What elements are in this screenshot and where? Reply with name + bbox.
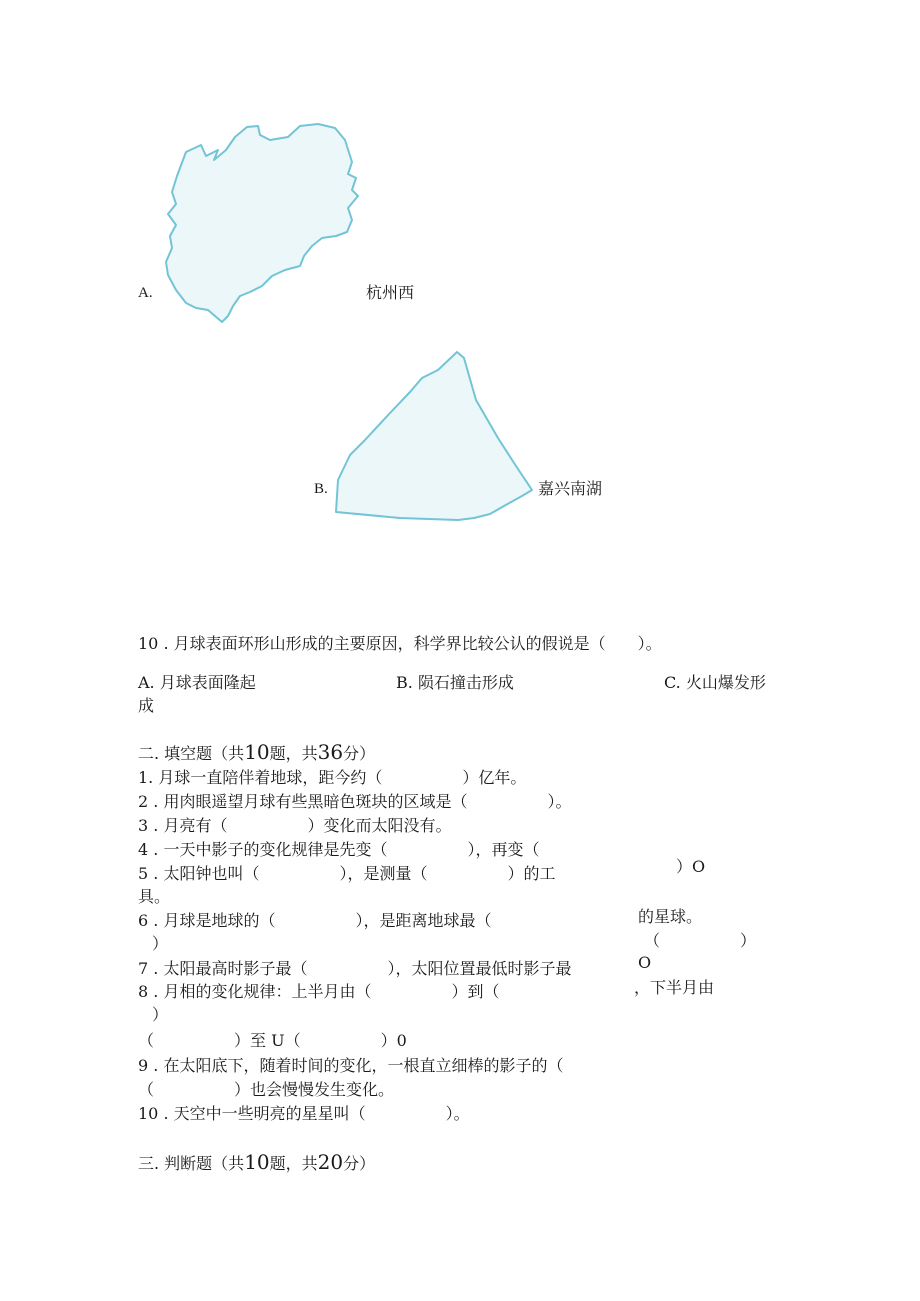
figure-b-letter: B. — [314, 481, 328, 497]
fill-q10: 10 . 天空中一些明亮的星星叫（ ）。 — [138, 1104, 470, 1123]
q10-option-a: A. 月球表面隆起 — [138, 673, 256, 692]
q10-option-a-wrap: 成 — [138, 696, 155, 715]
section3-heading: 三. 判断题（共10题，共20分） — [138, 1150, 376, 1174]
q10-option-c: C. 火山爆发形 — [664, 673, 766, 692]
fill-q9-wrap: （ ）也会慢慢发生变化。 — [138, 1080, 395, 1099]
figure-a-caption: 杭州西 — [366, 283, 415, 302]
fill-q5: 5 . 太阳钟也叫（ ），是测量（ ）的工 — [138, 864, 556, 883]
fill-q8-wrap2: （ ）至 U（ ）0 — [138, 1031, 407, 1050]
fill-q3: 3 . 月亮有（ ）变化而太阳没有。 — [138, 816, 452, 835]
fill-q6-wrap: ） — [152, 934, 169, 953]
fill-q4: 4 . 一天中影子的变化规律是先变（ ），再变（ — [138, 840, 540, 859]
fill-q4-end: ）O — [676, 857, 706, 876]
fill-q5-wrap: 具。 — [138, 887, 171, 906]
fill-q7-end: O — [638, 953, 652, 972]
fill-q7: 7 . 太阳最高时影子最（ ），太阳位置最低时影子最 — [138, 959, 572, 978]
q10-stem: 10 . 月球表面环形山形成的主要原因，科学界比较公认的假说是（ ）。 — [138, 634, 662, 653]
fill-q8: 8 . 月相的变化规律：上半月由（ ）到（ — [138, 982, 500, 1001]
fill-q2: 2 . 用肉眼遥望月球有些黑暗色斑块的区域是（ ）。 — [138, 792, 572, 811]
fill-q6: 6 . 月球是地球的（ ），是距离地球最（ — [138, 911, 492, 930]
fill-q9: 9 . 在太阳底下，随着时间的变化，一根直立细棒的影子的（ — [138, 1056, 564, 1075]
figure-b-caption: 嘉兴南湖 — [538, 479, 603, 498]
fill-q1: 1. 月球一直陪伴着地球，距今约（ ）亿年。 — [138, 768, 527, 787]
section2-heading: 二. 填空题（共10题，共36分） — [138, 740, 376, 764]
fill-q8-wrap1: ） — [152, 1005, 169, 1024]
q10-option-b: B. 陨石撞击形成 — [396, 673, 514, 692]
figure-a-letter: A. — [138, 285, 153, 301]
fill-q6-end: 的星球。 — [638, 907, 703, 926]
fill-q6-paren: （ ） — [644, 931, 757, 950]
fill-q8-end: ，下半月由 — [634, 978, 715, 997]
